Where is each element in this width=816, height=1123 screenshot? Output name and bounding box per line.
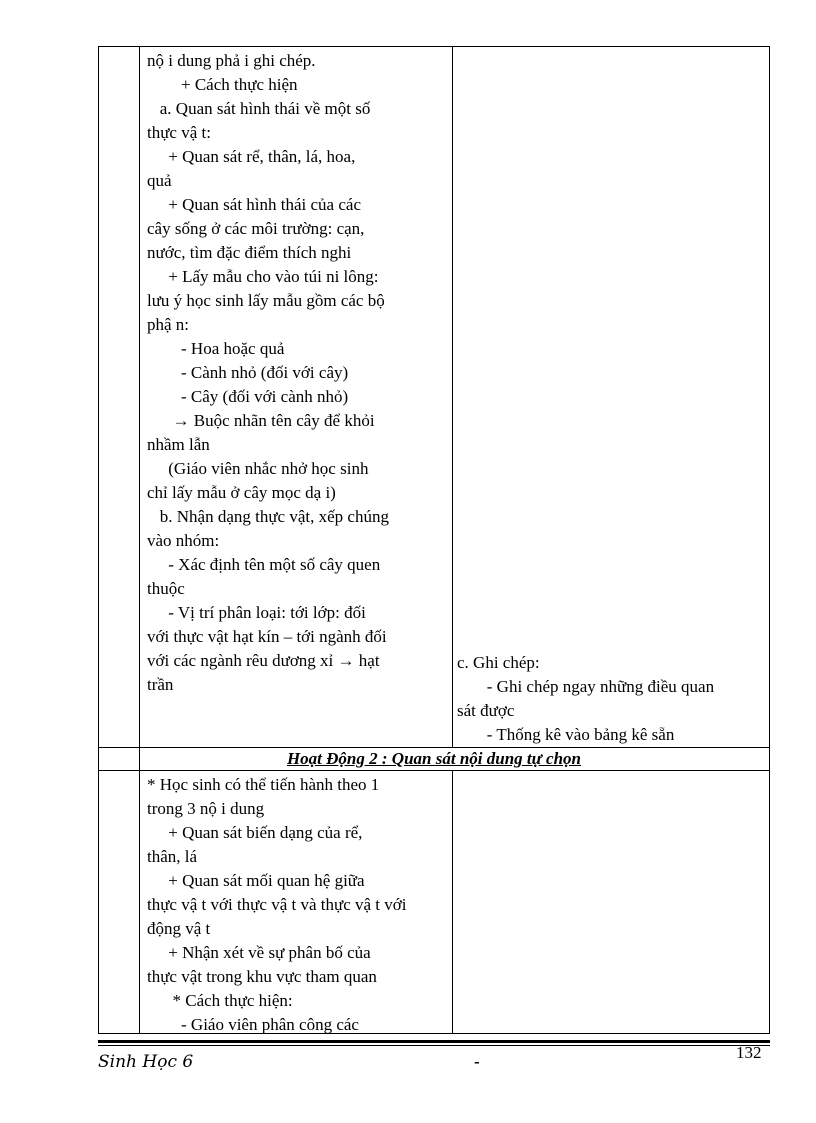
- text-line: động vậ t: [147, 919, 211, 938]
- text-line: quả: [147, 171, 172, 190]
- row1-left-cell: [147, 49, 445, 697]
- page-number: 132: [736, 1043, 762, 1062]
- text-line: thực vậ t với thực vậ t và thực vậ t với: [147, 895, 407, 914]
- text-line: cây sống ở các môi trường: cạn,: [147, 219, 365, 238]
- text-line: chỉ lấy mẫu ở cây mọc dạ i): [147, 483, 336, 502]
- row-divider-bottom: [99, 770, 769, 771]
- text-line: * Học sinh có thể tiến hành theo 1: [147, 775, 380, 794]
- text-line: c. Ghi chép:: [457, 653, 540, 672]
- col-divider-3: [452, 771, 453, 1033]
- text-line: - Cành nhỏ (đối với cây): [147, 363, 349, 382]
- text-line: - Cây (đối với cành nhỏ): [147, 387, 349, 406]
- text-line: trong 3 nộ i dung: [147, 799, 265, 818]
- text-line: nhầm lẫn: [147, 435, 210, 454]
- activity-heading: Hoạt Động 2 : Quan sát nội dung tự chọn: [286, 749, 582, 768]
- text-line: phậ n:: [147, 315, 190, 334]
- text-line: - Hoa hoặc quả: [147, 339, 285, 358]
- text-line: sát được: [457, 701, 515, 720]
- text-line: thực vật trong khu vực tham quan: [147, 967, 377, 986]
- text-line: nước, tìm đặc điểm thích nghi: [147, 243, 352, 262]
- text-line: lưu ý học sinh lấy mẫu gồm các bộ: [147, 291, 385, 310]
- text-line: + Quan sát mối quan hệ giữa: [147, 871, 365, 890]
- text-line: thân, lá: [147, 847, 198, 866]
- text-line: - Giáo viên phân công các: [147, 1015, 359, 1034]
- text-line: → Buộc nhãn tên cây để khỏi: [147, 411, 375, 430]
- col-divider-2: [452, 47, 453, 747]
- text-line: - Thống kê vào bảng kê sẵn: [457, 725, 675, 744]
- text-line: với thực vật hạt kín – tới ngành đối: [147, 627, 387, 646]
- text-line: - Xác định tên một số cây quen: [147, 555, 381, 574]
- text-line: + Cách thực hiện: [147, 75, 298, 94]
- text-line: a. Quan sát hình thái về một số: [147, 99, 371, 118]
- text-line: + Quan sát rể, thân, lá, hoa,: [147, 147, 356, 166]
- text-line: - Vị trí phân loại: tới lớp: đối: [147, 603, 366, 622]
- text-line: nộ i dung phả i ghi chép.: [147, 51, 316, 70]
- text-line: thuộc: [147, 579, 185, 598]
- row2-left-cell: [147, 773, 445, 1037]
- text-line: vào nhóm:: [147, 531, 220, 550]
- footer-dash: -: [474, 1052, 480, 1071]
- text-line: + Quan sát hình thái của các: [147, 195, 361, 214]
- text-line: - Ghi chép ngay những điều quan: [457, 677, 715, 696]
- text-line: với các ngành rêu dương xỉ → hạt: [147, 651, 380, 670]
- text-line: + Lấy mẫu cho vào túi ni lông:: [147, 267, 379, 286]
- text-line: + Quan sát biến dạng của rể,: [147, 823, 363, 842]
- lesson-table: [98, 46, 770, 1034]
- footer-subject: Sinh Học 6: [98, 1052, 194, 1072]
- text-line: * Cách thực hiện:: [147, 991, 293, 1010]
- row1-right-cell: [457, 651, 767, 747]
- text-line: trần: [147, 675, 174, 694]
- footer-thick-rule: [98, 1040, 770, 1043]
- col-divider-1: [139, 47, 140, 1033]
- text-line: (Giáo viên nhắc nhở học sinh: [147, 459, 369, 478]
- text-line: + Nhận xét về sự phân bố của: [147, 943, 371, 962]
- text-line: thực vậ t:: [147, 123, 211, 142]
- text-line: b. Nhận dạng thực vật, xếp chúng: [147, 507, 389, 526]
- footer-thin-rule: [98, 1045, 770, 1046]
